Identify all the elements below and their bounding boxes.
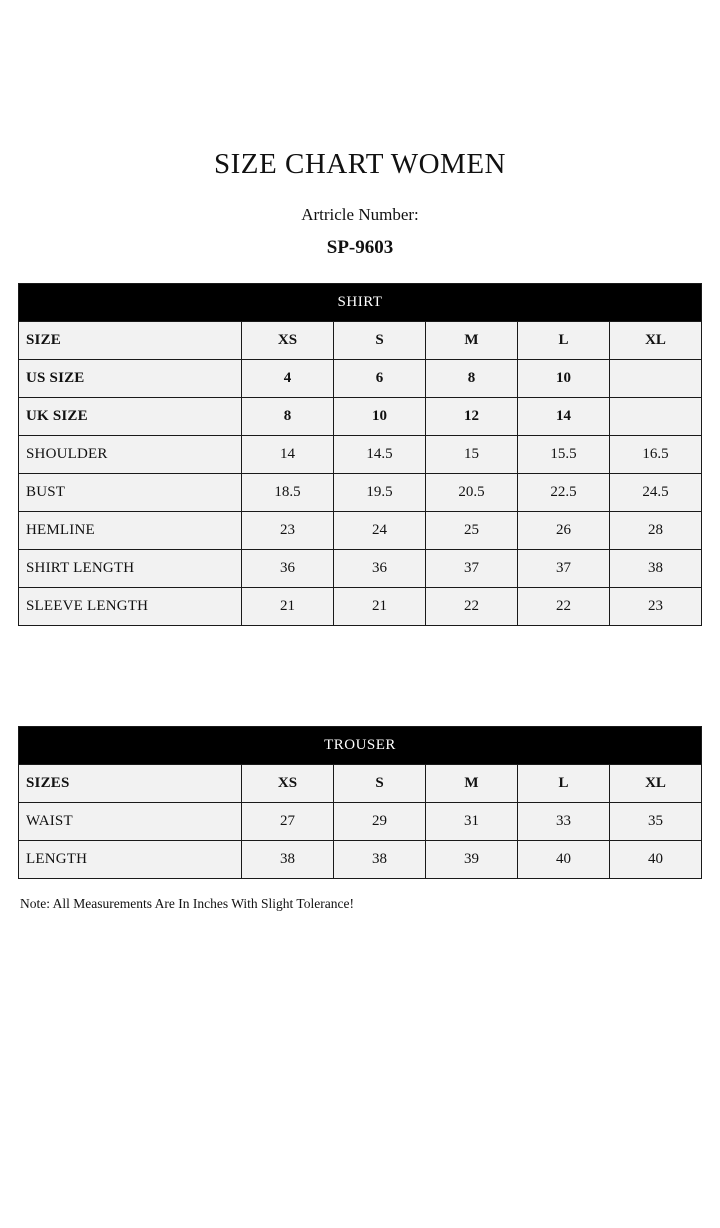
- table-row: [19, 550, 702, 588]
- shirt-col-l: L: [518, 322, 610, 360]
- row-cell: 22.5: [518, 474, 610, 512]
- row-cell: 19.5: [334, 474, 426, 512]
- row-cell: 20.5: [426, 474, 518, 512]
- row-cell: 22: [426, 588, 518, 626]
- shirt-table: [18, 283, 702, 626]
- row-cell: 35: [610, 803, 702, 841]
- row-cell: 36: [334, 550, 426, 588]
- shirt-banner-row: [19, 284, 702, 322]
- shirt-col-xs: XS: [242, 322, 334, 360]
- row-cell: 24.5: [610, 474, 702, 512]
- table-row: [19, 398, 702, 436]
- row-cell: 12: [426, 398, 518, 436]
- row-cell: 28: [610, 512, 702, 550]
- trouser-col-s: S: [334, 765, 426, 803]
- trouser-col-l: L: [518, 765, 610, 803]
- row-label: SHOULDER: [19, 436, 242, 474]
- table-row: [19, 803, 702, 841]
- shirt-col-m: M: [426, 322, 518, 360]
- row-cell: 29: [334, 803, 426, 841]
- table-row: [19, 436, 702, 474]
- table-row: [19, 474, 702, 512]
- trouser-col-m: M: [426, 765, 518, 803]
- article-number-label: Artricle Number:: [301, 205, 419, 224]
- table-row: [19, 588, 702, 626]
- row-cell: 31: [426, 803, 518, 841]
- page-title: SIZE CHART WOMEN: [214, 148, 506, 180]
- row-cell: 25: [426, 512, 518, 550]
- measurement-note: Note: All Measurements Are In Inches With Slight Tolerance!: [20, 896, 354, 911]
- row-label: WAIST: [19, 803, 242, 841]
- row-cell: 16.5: [610, 436, 702, 474]
- trouser-banner-label: TROUSER: [19, 727, 702, 765]
- row-label: BUST: [19, 474, 242, 512]
- row-cell: 22: [518, 588, 610, 626]
- trouser-col-xs: XS: [242, 765, 334, 803]
- row-cell: 4: [242, 360, 334, 398]
- article-number-value: SP-9603: [326, 237, 394, 258]
- row-cell: 21: [334, 588, 426, 626]
- section-spacer: [18, 626, 702, 726]
- trouser-col-xl: XL: [610, 765, 702, 803]
- row-cell: 6: [334, 360, 426, 398]
- row-cell: 21: [242, 588, 334, 626]
- row-cell: 15.5: [518, 436, 610, 474]
- row-cell: 37: [426, 550, 518, 588]
- shirt-col-xl: XL: [610, 322, 702, 360]
- row-cell: 38: [242, 841, 334, 879]
- row-cell: 10: [334, 398, 426, 436]
- row-cell: 27: [242, 803, 334, 841]
- row-label: US SIZE: [19, 360, 242, 398]
- row-cell: 37: [518, 550, 610, 588]
- row-cell: 14.5: [334, 436, 426, 474]
- row-cell: 23: [242, 512, 334, 550]
- trouser-banner-row: [19, 727, 702, 765]
- row-label: UK SIZE: [19, 398, 242, 436]
- row-cell: 23: [610, 588, 702, 626]
- row-label: SLEEVE LENGTH: [19, 588, 242, 626]
- table-row: [19, 512, 702, 550]
- trouser-table: [18, 726, 702, 879]
- trouser-header-row: [19, 765, 702, 803]
- row-label: LENGTH: [19, 841, 242, 879]
- row-cell: [610, 398, 702, 436]
- trouser-col-sizes: SIZES: [19, 765, 242, 803]
- row-cell: 26: [518, 512, 610, 550]
- row-label: SHIRT LENGTH: [19, 550, 242, 588]
- trouser-section: [18, 726, 702, 879]
- row-cell: 36: [242, 550, 334, 588]
- row-cell: 18.5: [242, 474, 334, 512]
- size-chart-page: [0, 148, 720, 1228]
- table-row: [19, 360, 702, 398]
- row-cell: 14: [242, 436, 334, 474]
- shirt-banner-label: SHIRT: [19, 284, 702, 322]
- shirt-col-size: SIZE: [19, 322, 242, 360]
- row-cell: 15: [426, 436, 518, 474]
- row-cell: 38: [610, 550, 702, 588]
- row-cell: 38: [334, 841, 426, 879]
- row-label: HEMLINE: [19, 512, 242, 550]
- row-cell: 8: [426, 360, 518, 398]
- row-cell: 8: [242, 398, 334, 436]
- shirt-header-row: [19, 322, 702, 360]
- row-cell: 33: [518, 803, 610, 841]
- row-cell: [610, 360, 702, 398]
- row-cell: 24: [334, 512, 426, 550]
- row-cell: 40: [518, 841, 610, 879]
- row-cell: 40: [610, 841, 702, 879]
- row-cell: 39: [426, 841, 518, 879]
- row-cell: 14: [518, 398, 610, 436]
- shirt-col-s: S: [334, 322, 426, 360]
- table-row: [19, 841, 702, 879]
- shirt-section: [18, 283, 702, 626]
- row-cell: 10: [518, 360, 610, 398]
